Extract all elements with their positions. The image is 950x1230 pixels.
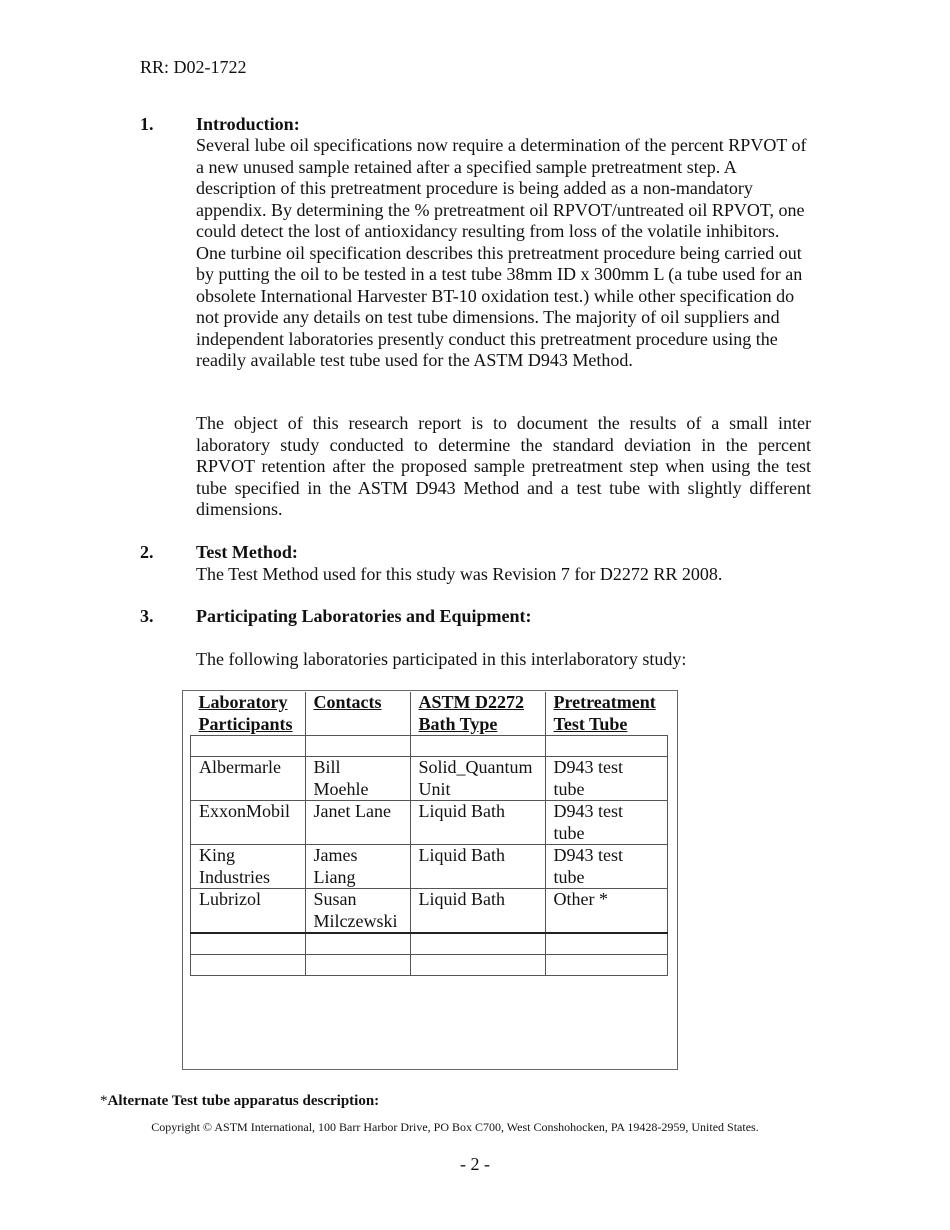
contact-cell: Bill Moehle	[305, 757, 410, 801]
lab-cell: Lubrizol	[191, 889, 306, 934]
document-header: RR: D02-1722	[140, 57, 247, 77]
section-3-paragraph: The following laboratories participated in this interlaboratory study:	[196, 649, 687, 669]
test-tube-cell: D943 test tube	[545, 845, 668, 889]
objective-paragraph-text: The object of this research report is to document the results of a small inter laboratory study conducted to determine the standard deviation in the percent RPVOT retention after the proposed sample pretreatment step when using the test tube specified in the ASTM D943 Method and a test tube with slightly different dimensions.	[196, 413, 811, 519]
page-number: - 2 -	[460, 1154, 490, 1174]
section-2-paragraph: The Test Method used for this study was Revision 7 for D2272 RR 2008.	[196, 564, 723, 584]
header-pretreatment-test-tube: Pretreatment Test Tube	[545, 692, 668, 736]
lab-cell: Albermarle	[191, 757, 306, 801]
bath-type-cell: Liquid Bath	[410, 845, 545, 889]
intro-paragraph-text: Several lube oil specifications now require a determination of the percent RPVOT of a new unused sample retained after a specified sample pretreatment step. A description of this pretreatment procedure is being added as a non-mandatory appendix. By determining the % pretreatment oil RPVOT/untreated oil RPVOT, one could detect the lost of antioxidancy resulting from loss of the volatile inhibitors. One turbine oil specification describes this pretreatment procedure being carried out by putting the oil to be tested in a test tube 38mm ID x 300mm L (a tube used for an obsolete International Harvester BT-10 oxidation test.) while other specification do not provide any details on test tube dimensions. The majority of oil suppliers and independent laboratories presently conduct this pretreatment procedure using the readily available test tube used for the ASTM D943 Method.	[196, 135, 807, 370]
table-spacer-row	[191, 736, 668, 757]
section-1-paragraph-1	[196, 135, 812, 372]
bath-type-cell: Liquid Bath	[410, 801, 545, 845]
header-contacts: Contacts	[305, 692, 410, 736]
section-1-title: Introduction:	[196, 114, 300, 134]
contact-cell: Janet Lane	[305, 801, 410, 845]
section-3-title: Participating Laboratories and Equipment:	[196, 606, 532, 626]
section-2-title: Test Method:	[196, 542, 298, 562]
contact-cell: James Liang	[305, 845, 410, 889]
test-tube-cell: D943 test tube	[545, 801, 668, 845]
test-tube-cell: Other *	[545, 889, 668, 934]
footnote: *Alternate Test tube apparatus description:	[100, 1093, 380, 1109]
lab-cell: King Industries	[191, 845, 306, 889]
section-1-number: 1.	[140, 114, 154, 134]
header-laboratory-participants: Laboratory Participants	[191, 692, 306, 736]
bath-type-cell: Solid_Quantum Unit	[410, 757, 545, 801]
bath-type-cell: Liquid Bath	[410, 889, 545, 934]
test-tube-cell: D943 test tube	[545, 757, 668, 801]
table-row	[191, 801, 668, 845]
section-1-paragraph-2	[196, 413, 811, 521]
table-header-row	[191, 692, 668, 736]
section-3-number: 3.	[140, 606, 154, 626]
table-empty-row	[191, 933, 668, 955]
lab-cell: ExxonMobil	[191, 801, 306, 845]
header-bath-type: ASTM D2272 Bath Type	[410, 692, 545, 736]
table-row	[191, 845, 668, 889]
contact-cell: Susan Milczewski	[305, 889, 410, 934]
table-row	[191, 889, 668, 934]
copyright-notice: Copyright © ASTM International, 100 Barr Harbor Drive, PO Box C700, West Conshohocken, PA 19428-2959, United States.	[151, 1120, 759, 1134]
table-empty-row	[191, 955, 668, 976]
participants-table	[190, 692, 668, 976]
section-2-number: 2.	[140, 542, 154, 562]
table-row	[191, 757, 668, 801]
